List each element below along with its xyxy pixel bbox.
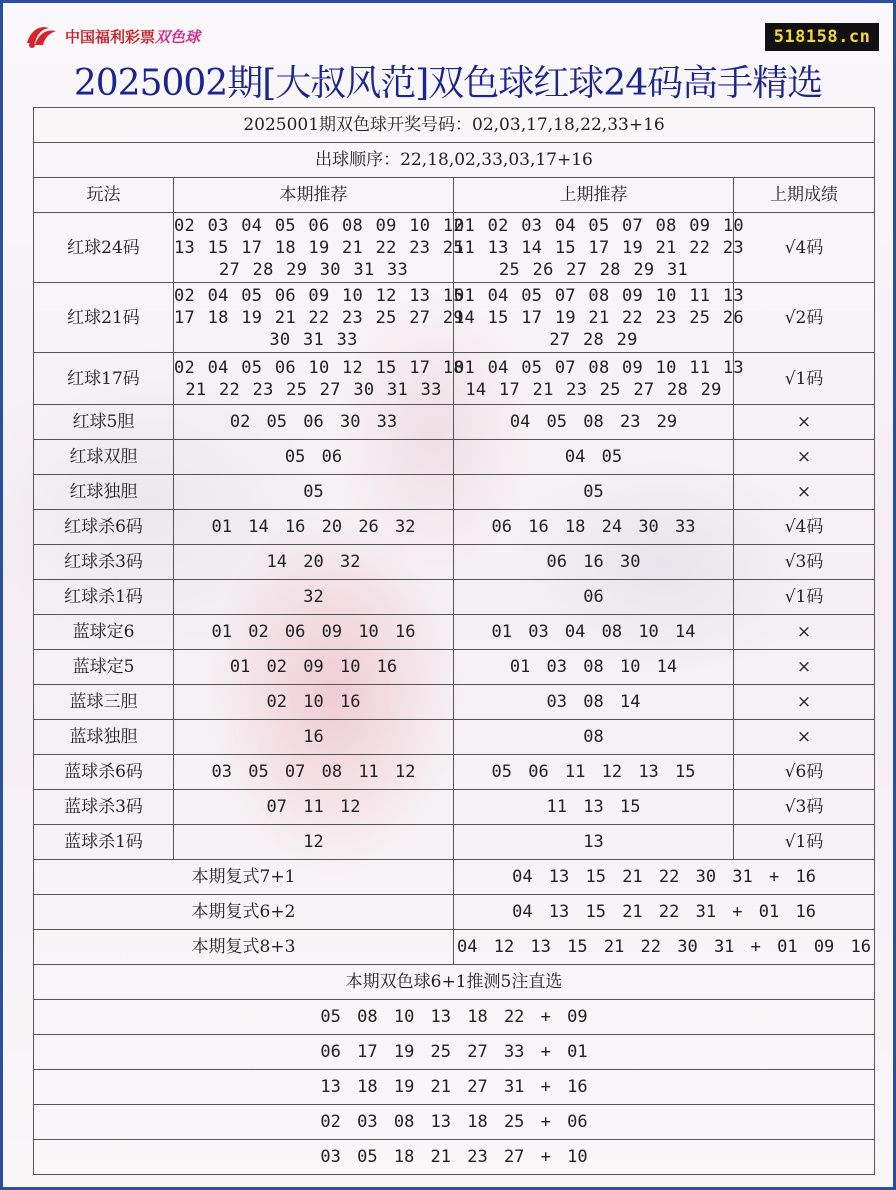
column-header: 上期成绩 xyxy=(734,178,875,213)
previous-pick: 01 03 04 08 10 14 xyxy=(454,615,734,650)
table-row xyxy=(34,475,875,510)
previous-result: × xyxy=(734,615,875,650)
pick-numbers: 13 18 19 21 27 31 + 16 xyxy=(34,1070,875,1105)
play-type: 红球杀6码 xyxy=(34,510,174,545)
table-row xyxy=(34,755,875,790)
current-pick: 03 05 07 08 11 12 xyxy=(174,755,454,790)
compound-label: 本期复式7+1 xyxy=(34,860,454,895)
picks-title-row xyxy=(34,965,875,1000)
previous-pick: 08 xyxy=(454,720,734,755)
play-type: 蓝球独胆 xyxy=(34,720,174,755)
table-header-row xyxy=(34,178,875,213)
compound-row xyxy=(34,895,875,930)
picks-title: 本期双色球6+1推测5注直选 xyxy=(34,965,875,1000)
table-row xyxy=(34,353,875,405)
previous-result: √2码 xyxy=(734,283,875,353)
previous-pick: 01 03 08 10 14 xyxy=(454,650,734,685)
play-type: 红球24码 xyxy=(34,213,174,283)
number-line: 14 15 17 19 21 22 23 25 26 xyxy=(454,307,744,328)
previous-pick: 11 13 15 xyxy=(454,790,734,825)
number-line: 25 26 27 28 29 31 xyxy=(498,259,689,280)
page-title: 2025002期[大叔风范]双色球红球24码高手精选 xyxy=(73,63,823,104)
column-header: 玩法 xyxy=(34,178,174,213)
previous-result: × xyxy=(734,650,875,685)
current-pick: 12 xyxy=(174,825,454,860)
number-line: 14 17 21 23 25 27 28 29 xyxy=(465,379,722,400)
table-row xyxy=(34,825,875,860)
pick-numbers: 03 05 18 21 23 27 + 10 xyxy=(34,1140,875,1175)
previous-result: √3码 xyxy=(734,545,875,580)
number-line: 01 04 05 07 08 09 10 11 13 xyxy=(454,285,744,306)
previous-result: × xyxy=(734,685,875,720)
compound-value: 04 12 13 15 21 22 30 31 + 01 09 16 xyxy=(454,930,875,965)
table-row xyxy=(34,720,875,755)
previous-pick: 05 06 11 12 13 15 xyxy=(454,755,734,790)
recommendation-table xyxy=(33,107,875,1175)
pick-row xyxy=(34,1070,875,1105)
logo-text: 中国福利彩票双色球 xyxy=(65,27,201,46)
number-line: 30 31 33 xyxy=(269,329,358,350)
previous-pick: 13 xyxy=(454,825,734,860)
current-pick xyxy=(174,213,464,283)
pick-row xyxy=(34,1105,875,1140)
table-row xyxy=(34,615,875,650)
compound-row xyxy=(34,860,875,895)
number-line: 02 04 05 06 10 12 15 17 18 xyxy=(174,357,464,378)
previous-pick xyxy=(454,353,744,405)
play-type: 蓝球杀3码 xyxy=(34,790,174,825)
pick-numbers: 05 08 10 13 18 22 + 09 xyxy=(34,1000,875,1035)
play-type: 蓝球三胆 xyxy=(34,685,174,720)
number-line: 13 15 17 18 19 21 22 23 25 xyxy=(174,237,464,258)
number-line: 01 04 05 07 08 09 10 11 13 xyxy=(454,357,744,378)
table-row xyxy=(34,283,875,353)
table-row xyxy=(34,685,875,720)
previous-result: √4码 xyxy=(734,213,875,283)
previous-result: √4码 xyxy=(734,510,875,545)
pick-numbers: 02 03 08 13 18 25 + 06 xyxy=(34,1105,875,1140)
current-pick: 02 05 06 30 33 xyxy=(174,405,454,440)
compound-value: 04 13 15 21 22 30 31 + 16 xyxy=(454,860,875,895)
table-row xyxy=(34,510,875,545)
table-row xyxy=(34,405,875,440)
logo-game-name: 双色球 xyxy=(155,27,201,46)
play-type: 红球杀1码 xyxy=(34,580,174,615)
previous-pick: 04 05 xyxy=(454,440,734,475)
current-pick: 05 06 xyxy=(174,440,454,475)
play-type: 蓝球杀1码 xyxy=(34,825,174,860)
previous-result: × xyxy=(734,475,875,510)
play-type: 红球21码 xyxy=(34,283,174,353)
column-header: 上期推荐 xyxy=(454,178,734,213)
table-row xyxy=(34,440,875,475)
table-row xyxy=(34,790,875,825)
play-type: 红球5胆 xyxy=(34,405,174,440)
draw-numbers: 2025001期双色球开奖号码：02,03,17,18,22,33+16 xyxy=(34,108,875,143)
play-type: 蓝球定6 xyxy=(34,615,174,650)
previous-pick: 06 xyxy=(454,580,734,615)
previous-pick: 06 16 18 24 30 33 xyxy=(454,510,734,545)
number-line: 21 22 23 25 27 30 31 33 xyxy=(185,379,442,400)
number-line: 27 28 29 xyxy=(549,329,638,350)
compound-row xyxy=(34,930,875,965)
previous-result: × xyxy=(734,440,875,475)
current-pick: 14 20 32 xyxy=(174,545,454,580)
lottery-logo-icon xyxy=(23,23,59,49)
table-row xyxy=(34,545,875,580)
pick-row xyxy=(34,1035,875,1070)
play-type: 红球独胆 xyxy=(34,475,174,510)
play-type: 红球杀3码 xyxy=(34,545,174,580)
play-type: 蓝球定5 xyxy=(34,650,174,685)
previous-pick: 05 xyxy=(454,475,734,510)
current-pick: 02 10 16 xyxy=(174,685,454,720)
number-line: 02 04 05 06 09 10 12 13 15 xyxy=(174,285,464,306)
current-pick: 01 02 09 10 16 xyxy=(174,650,454,685)
previous-result: √3码 xyxy=(734,790,875,825)
play-type: 红球双胆 xyxy=(34,440,174,475)
number-line: 27 28 29 30 31 33 xyxy=(218,259,409,280)
table-row xyxy=(34,580,875,615)
column-header: 本期推荐 xyxy=(174,178,454,213)
number-line: 01 02 03 04 05 07 08 09 10 xyxy=(454,215,744,236)
compound-label: 本期复式6+2 xyxy=(34,895,454,930)
previous-pick: 06 16 30 xyxy=(454,545,734,580)
site-badge[interactable]: 518158.cn xyxy=(765,23,879,51)
previous-result: × xyxy=(734,405,875,440)
play-type: 蓝球杀6码 xyxy=(34,755,174,790)
compound-label: 本期复式8+3 xyxy=(34,930,454,965)
current-pick: 01 02 06 09 10 16 xyxy=(174,615,454,650)
current-pick: 32 xyxy=(174,580,454,615)
current-pick: 07 11 12 xyxy=(174,790,454,825)
previous-result: × xyxy=(734,720,875,755)
previous-result: √1码 xyxy=(734,580,875,615)
pick-numbers: 06 17 19 25 27 33 + 01 xyxy=(34,1035,875,1070)
pick-row xyxy=(34,1140,875,1175)
current-pick: 01 14 16 20 26 32 xyxy=(174,510,454,545)
previous-pick xyxy=(454,283,744,353)
previous-result: √1码 xyxy=(734,825,875,860)
play-type: 红球17码 xyxy=(34,353,174,405)
current-pick xyxy=(174,353,464,405)
table-row xyxy=(34,650,875,685)
current-pick xyxy=(174,283,464,353)
previous-pick: 03 08 14 xyxy=(454,685,734,720)
number-line: 17 18 19 21 22 23 25 27 29 xyxy=(174,307,464,328)
number-line: 11 13 14 15 17 19 21 22 23 xyxy=(454,237,744,258)
draw-order: 出球顺序：22,18,02,33,03,17+16 xyxy=(34,143,875,178)
previous-result: √1码 xyxy=(734,353,875,405)
current-pick: 16 xyxy=(174,720,454,755)
compound-value: 04 13 15 21 22 31 + 01 16 xyxy=(454,895,875,930)
previous-result: √6码 xyxy=(734,755,875,790)
table-row xyxy=(34,213,875,283)
pick-row xyxy=(34,1000,875,1035)
number-line: 02 03 04 05 06 08 09 10 12 xyxy=(174,215,464,236)
previous-pick: 04 05 08 23 29 xyxy=(454,405,734,440)
previous-pick xyxy=(454,213,744,283)
current-pick: 05 xyxy=(174,475,454,510)
welfare-lottery-logo xyxy=(23,21,200,51)
